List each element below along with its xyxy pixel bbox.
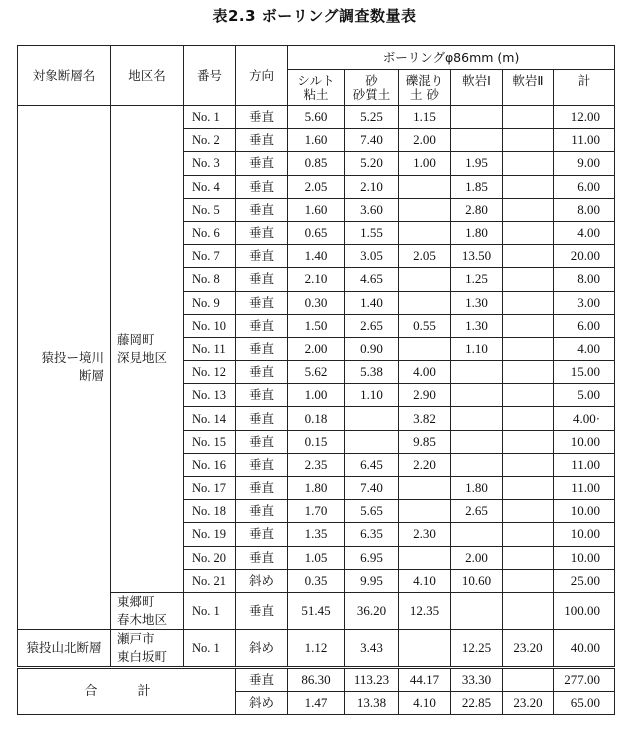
gravel-value [399, 268, 451, 291]
soft1-value [451, 453, 503, 476]
total-value: 4.00 [554, 221, 615, 244]
silt-value: 5.62 [288, 361, 345, 384]
total-value: 10.00 [554, 523, 615, 546]
borehole-number: No. 12 [184, 361, 236, 384]
total-value: 6.00 [554, 314, 615, 337]
gravel-value: 2.20 [399, 453, 451, 476]
total-value: 4.00· [554, 407, 615, 430]
summary-total-value: 65.00 [554, 692, 615, 715]
sand-value: 36.20 [345, 592, 399, 629]
gravel-value: 3.82 [399, 407, 451, 430]
borehole-number: No. 2 [184, 129, 236, 152]
silt-value: 2.05 [288, 175, 345, 198]
area-cell-fujioka [111, 106, 184, 593]
borehole-number: No. 5 [184, 198, 236, 221]
silt-value: 0.35 [288, 569, 345, 592]
soft1-value [451, 129, 503, 152]
soft1-value [451, 361, 503, 384]
gravel-value [399, 291, 451, 314]
soft1-value: 1.95 [451, 152, 503, 175]
sand-value: 3.43 [345, 629, 399, 667]
borehole-number: No. 6 [184, 221, 236, 244]
silt-value: 1.12 [288, 629, 345, 667]
borehole-number: No. 14 [184, 407, 236, 430]
header-fault: 対象断層名 [18, 46, 111, 106]
borehole-number: No. 18 [184, 500, 236, 523]
soft2-value [503, 361, 554, 384]
boring-quantity-table [17, 45, 615, 715]
silt-value: 1.70 [288, 500, 345, 523]
soft1-value: 1.85 [451, 175, 503, 198]
silt-value: 0.18 [288, 407, 345, 430]
direction-value: 垂直 [236, 500, 288, 523]
gravel-value [399, 546, 451, 569]
total-value: 15.00 [554, 361, 615, 384]
sand-value: 5.38 [345, 361, 399, 384]
soft2-value [503, 221, 554, 244]
summary-direction: 斜め [236, 692, 288, 715]
gravel-value [399, 337, 451, 360]
soft1-value: 2.80 [451, 198, 503, 221]
borehole-number: No. 11 [184, 337, 236, 360]
header-direction: 方向 [236, 46, 288, 106]
borehole-number: No. 17 [184, 477, 236, 500]
sand-value: 2.65 [345, 314, 399, 337]
silt-value: 1.60 [288, 198, 345, 221]
gravel-value [399, 198, 451, 221]
total-value: 20.00 [554, 245, 615, 268]
silt-value: 1.05 [288, 546, 345, 569]
gravel-value: 0.55 [399, 314, 451, 337]
borehole-number: No. 21 [184, 569, 236, 592]
fault-cell-sanageyama-north: 猿投山北断層 [18, 629, 111, 667]
total-value: 6.00 [554, 175, 615, 198]
gravel-value [399, 629, 451, 667]
sand-value: 6.95 [345, 546, 399, 569]
direction-value: 垂直 [236, 291, 288, 314]
sand-value [345, 430, 399, 453]
gravel-value: 2.05 [399, 245, 451, 268]
total-value: 3.00 [554, 291, 615, 314]
borehole-number: No. 19 [184, 523, 236, 546]
summary-sand-value: 113.23 [345, 667, 399, 691]
sand-value: 2.10 [345, 175, 399, 198]
summary-direction: 垂直 [236, 667, 288, 691]
soft2-value [503, 407, 554, 430]
soft1-value [451, 106, 503, 129]
soft2-value [503, 592, 554, 629]
direction-value: 垂直 [236, 337, 288, 360]
gravel-value: 9.85 [399, 430, 451, 453]
soft1-value: 1.25 [451, 268, 503, 291]
summary-row [18, 667, 615, 691]
borehole-number: No. 20 [184, 546, 236, 569]
total-value: 5.00 [554, 384, 615, 407]
area-seto-line1: 瀬戸市 [117, 630, 155, 646]
sand-value: 0.90 [345, 337, 399, 360]
direction-value: 垂直 [236, 106, 288, 129]
silt-value: 5.60 [288, 106, 345, 129]
soft1-value: 1.30 [451, 291, 503, 314]
header-silt-line2: 粘土 [303, 86, 329, 102]
sand-value: 1.40 [345, 291, 399, 314]
header-boring-group: ボーリングφ86mm (m) [288, 46, 615, 70]
total-value: 11.00 [554, 453, 615, 476]
gravel-value: 2.00 [399, 129, 451, 152]
soft2-value [503, 523, 554, 546]
soft1-value: 1.30 [451, 314, 503, 337]
header-area: 地区名 [111, 46, 184, 106]
soft2-value [503, 546, 554, 569]
silt-value: 2.00 [288, 337, 345, 360]
silt-value: 1.50 [288, 314, 345, 337]
gravel-value: 2.30 [399, 523, 451, 546]
soft1-value [451, 384, 503, 407]
silt-value: 2.10 [288, 268, 345, 291]
direction-value: 垂直 [236, 453, 288, 476]
borehole-number: No. 1 [184, 106, 236, 129]
borehole-number: No. 7 [184, 245, 236, 268]
summary-soft1-value: 22.85 [451, 692, 503, 715]
area-togo-line1: 東郷町 [117, 593, 155, 609]
header-soft-rock-1: 軟岩Ⅰ [451, 70, 503, 106]
soft1-value [451, 592, 503, 629]
fault-sanage-sakaigawa-line1: 猿投ー境川 [41, 350, 104, 366]
borehole-number: No. 10 [184, 314, 236, 337]
soft2-value [503, 129, 554, 152]
summary-label: 合 計 [18, 667, 236, 714]
silt-value: 1.60 [288, 129, 345, 152]
soft2-value [503, 268, 554, 291]
direction-value: 垂直 [236, 198, 288, 221]
gravel-value: 2.90 [399, 384, 451, 407]
total-value: 4.00 [554, 337, 615, 360]
direction-value: 垂直 [236, 268, 288, 291]
sand-value: 5.65 [345, 500, 399, 523]
gravel-value [399, 500, 451, 523]
summary-silt-value: 86.30 [288, 667, 345, 691]
header-gravel-line2: 土 砂 [410, 86, 439, 102]
gravel-value: 4.00 [399, 361, 451, 384]
soft1-value [451, 407, 503, 430]
sand-value: 6.35 [345, 523, 399, 546]
sand-value: 4.65 [345, 268, 399, 291]
header-silt-line1: シルト [297, 72, 335, 88]
soft1-value: 1.80 [451, 477, 503, 500]
total-value: 10.00 [554, 546, 615, 569]
sand-value: 1.55 [345, 221, 399, 244]
summary-soft1-value: 33.30 [451, 667, 503, 691]
header-number: 番号 [184, 46, 236, 106]
borehole-number: No. 3 [184, 152, 236, 175]
soft1-value: 10.60 [451, 569, 503, 592]
gravel-value [399, 477, 451, 500]
borehole-number: No. 4 [184, 175, 236, 198]
total-value: 10.00 [554, 430, 615, 453]
area-cell-togo [111, 592, 184, 629]
direction-value: 垂直 [236, 523, 288, 546]
gravel-value [399, 221, 451, 244]
soft2-value [503, 106, 554, 129]
soft1-value [451, 523, 503, 546]
soft2-value [503, 314, 554, 337]
soft2-value [503, 477, 554, 500]
summary-sand-value: 13.38 [345, 692, 399, 715]
borehole-number: No. 16 [184, 453, 236, 476]
table-row [18, 106, 615, 129]
silt-value: 0.30 [288, 291, 345, 314]
summary-total-value: 277.00 [554, 667, 615, 691]
silt-value: 0.65 [288, 221, 345, 244]
table-row [18, 629, 615, 667]
soft2-value [503, 569, 554, 592]
sand-value: 5.25 [345, 106, 399, 129]
direction-value: 垂直 [236, 430, 288, 453]
header-gravel-line1: 礫混り [405, 72, 444, 88]
borehole-number: No. 15 [184, 430, 236, 453]
total-value: 11.00 [554, 129, 615, 152]
borehole-number: No. 13 [184, 384, 236, 407]
summary-gravel-value: 44.17 [399, 667, 451, 691]
direction-value: 斜め [236, 629, 288, 667]
header-sand-line2: 砂質土 [352, 86, 391, 102]
soft2-value [503, 500, 554, 523]
direction-value: 垂直 [236, 384, 288, 407]
soft1-value: 1.80 [451, 221, 503, 244]
silt-value: 1.00 [288, 384, 345, 407]
silt-value: 2.35 [288, 453, 345, 476]
borehole-number: No. 9 [184, 291, 236, 314]
area-cell-seto [111, 629, 184, 667]
soft2-value [503, 337, 554, 360]
area-seto-line2: 東白坂町 [117, 648, 168, 664]
sand-value [345, 407, 399, 430]
sand-value: 1.10 [345, 384, 399, 407]
header-sand-line1: 砂 [365, 72, 378, 88]
direction-value: 垂直 [236, 314, 288, 337]
gravel-value: 12.35 [399, 592, 451, 629]
header-gravel [399, 70, 451, 106]
sand-value: 7.40 [345, 477, 399, 500]
direction-value: 斜め [236, 569, 288, 592]
soft2-value [503, 291, 554, 314]
direction-value: 垂直 [236, 129, 288, 152]
borehole-number: No. 1 [184, 592, 236, 629]
soft1-value: 2.00 [451, 546, 503, 569]
direction-value: 垂直 [236, 152, 288, 175]
soft2-value [503, 453, 554, 476]
direction-value: 垂直 [236, 592, 288, 629]
total-value: 8.00 [554, 198, 615, 221]
total-value: 8.00 [554, 268, 615, 291]
fault-sanage-sakaigawa-line2: 断層 [78, 368, 104, 384]
fault-cell-sanage-sakaigawa [18, 106, 111, 630]
silt-value: 0.85 [288, 152, 345, 175]
soft2-value [503, 245, 554, 268]
header-soft-rock-2: 軟岩Ⅱ [503, 70, 554, 106]
borehole-number: No. 8 [184, 268, 236, 291]
sand-value: 6.45 [345, 453, 399, 476]
sand-value: 7.40 [345, 129, 399, 152]
sand-value: 3.60 [345, 198, 399, 221]
summary-gravel-value: 4.10 [399, 692, 451, 715]
direction-value: 垂直 [236, 546, 288, 569]
gravel-value: 4.10 [399, 569, 451, 592]
header-sand [345, 70, 399, 106]
total-value: 100.00 [554, 592, 615, 629]
gravel-value: 1.00 [399, 152, 451, 175]
sand-value: 5.20 [345, 152, 399, 175]
silt-value: 1.40 [288, 245, 345, 268]
area-fujioka-line1: 藤岡町 [117, 331, 155, 347]
direction-value: 垂直 [236, 361, 288, 384]
soft2-value [503, 384, 554, 407]
silt-value: 1.80 [288, 477, 345, 500]
summary-soft2-value: 23.20 [503, 692, 554, 715]
soft1-value: 13.50 [451, 245, 503, 268]
silt-value: 0.15 [288, 430, 345, 453]
total-value: 12.00 [554, 106, 615, 129]
soft2-value [503, 198, 554, 221]
direction-value: 垂直 [236, 175, 288, 198]
area-fujioka-line2: 深見地区 [117, 349, 168, 365]
total-value: 40.00 [554, 629, 615, 667]
silt-value: 51.45 [288, 592, 345, 629]
soft1-value: 12.25 [451, 629, 503, 667]
header-total: 計 [554, 70, 615, 106]
summary-silt-value: 1.47 [288, 692, 345, 715]
total-value: 9.00 [554, 152, 615, 175]
table-body [18, 106, 615, 715]
direction-value: 垂直 [236, 407, 288, 430]
gravel-value: 1.15 [399, 106, 451, 129]
sand-value: 9.95 [345, 569, 399, 592]
direction-value: 垂直 [236, 245, 288, 268]
silt-value: 1.35 [288, 523, 345, 546]
direction-value: 垂直 [236, 221, 288, 244]
area-togo-line2: 春木地区 [117, 611, 168, 627]
soft2-value [503, 430, 554, 453]
direction-value: 垂直 [236, 477, 288, 500]
total-value: 25.00 [554, 569, 615, 592]
table-title: 表2.3 ボーリング調査数量表 [212, 7, 417, 25]
soft2-value: 23.20 [503, 629, 554, 667]
borehole-number: No. 1 [184, 629, 236, 667]
soft1-value [451, 430, 503, 453]
header-silt [288, 70, 345, 106]
total-value: 10.00 [554, 500, 615, 523]
soft2-value [503, 152, 554, 175]
sand-value: 3.05 [345, 245, 399, 268]
summary-soft2-value [503, 667, 554, 691]
gravel-value [399, 175, 451, 198]
soft2-value [503, 175, 554, 198]
soft1-value: 2.65 [451, 500, 503, 523]
total-value: 11.00 [554, 477, 615, 500]
soft1-value: 1.10 [451, 337, 503, 360]
